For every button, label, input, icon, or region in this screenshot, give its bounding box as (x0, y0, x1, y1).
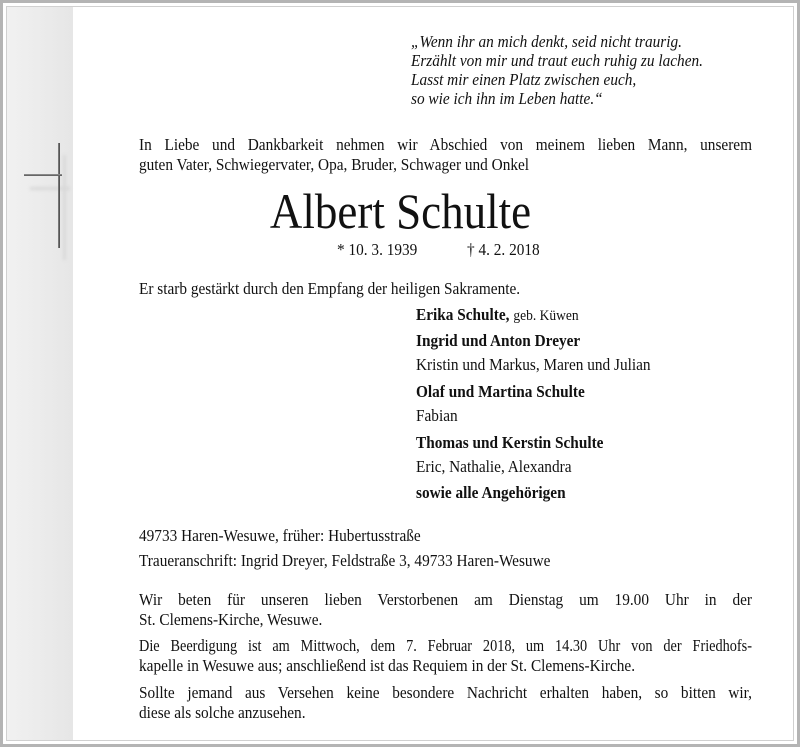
family-name: Thomas und Kerstin Schulte (416, 433, 604, 452)
intro-line: guten Vater, Schwiegervater, Opa, Bruder, Schwager und Onkel (139, 155, 530, 174)
death-date: † 4. 2. 2018 (467, 240, 540, 259)
notice-line: diese als solche anzusehen. (139, 703, 306, 722)
family-name: Ingrid und Anton Dreyer (416, 331, 581, 350)
poem-line: „Wenn ihr an mich denkt, seid nicht traurig. (411, 32, 682, 51)
funeral-line: Die Beerdigung ist am Mittwoch, dem 7. Februar 2018, um 14.30 Uhr von der Friedhofs- (139, 636, 752, 655)
family-children: Eric, Nathalie, Alexandra (416, 457, 572, 476)
funeral-line: kapelle in Wesuwe aus; anschließend ist das Requiem in der St. Clemens-Kirche. (139, 656, 636, 675)
deceased-name: Albert Schulte (269, 183, 532, 239)
prayer-line: St. Clemens-Kirche, Wesuwe. (139, 610, 323, 629)
prayer-line: Wir beten für unseren lieben Verstorbenen am Dienstag um 19.00 Uhr in der (139, 590, 752, 609)
family-children: Fabian (416, 406, 458, 425)
poem-line: Erzählt von mir und traut euch ruhig zu lachen. (411, 51, 703, 70)
cross-icon (24, 174, 62, 176)
sidebar-band (7, 7, 73, 740)
family-children: Kristin und Markus, Maren und Julian (416, 355, 651, 374)
birth-date: * 10. 3. 1939 (337, 240, 418, 259)
address: 49733 Haren-Wesuwe, früher: Hubertusstraße (139, 526, 421, 545)
poem-line: so wie ich ihn im Leben hatte.“ (411, 89, 603, 108)
notice-card (6, 6, 794, 741)
poem-line: Lasst mir einen Platz zwischen euch, (411, 70, 637, 89)
family-wife: Erika Schulte, geb. Küwen (416, 305, 579, 324)
family-name: Olaf und Martina Schulte (416, 382, 585, 401)
notice-line: Sollte jemand aus Versehen keine besondere Nachricht erhalten haben, so bitten wir, (139, 683, 752, 702)
sacrament-text: Er starb gestärkt durch den Empfang der heiligen Sakramente. (139, 279, 521, 298)
intro-line: In Liebe und Dankbarkeit nehmen wir Abschied von meinem lieben Mann, unserem (139, 135, 752, 154)
family-others: sowie alle Angehörigen (416, 483, 566, 502)
mourning-address: Traueranschrift: Ingrid Dreyer, Feldstraße 3, 49733 Haren-Wesuwe (139, 551, 551, 570)
